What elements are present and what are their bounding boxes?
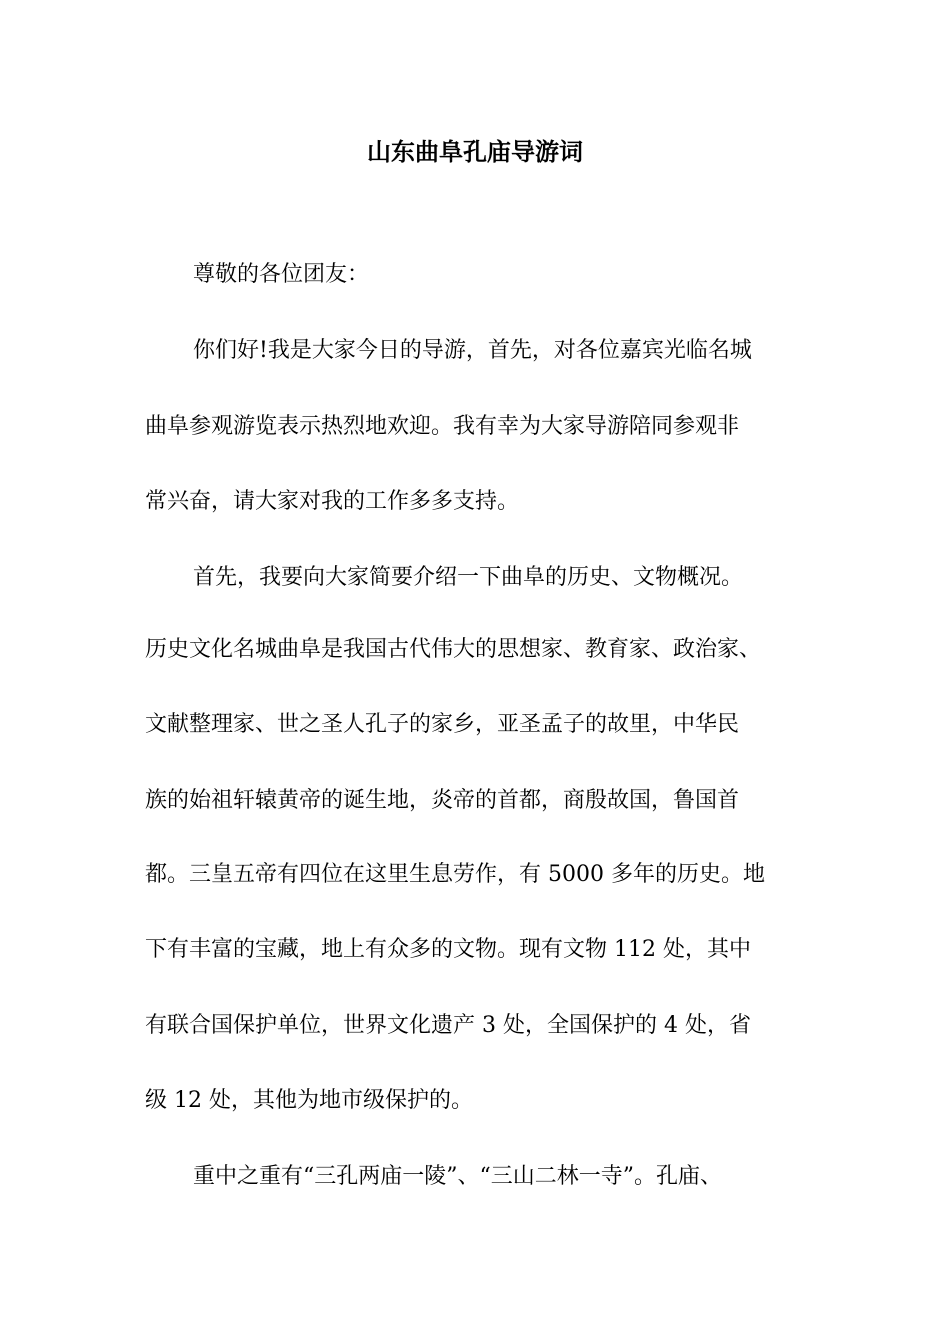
paragraph-line: 首先，我要向大家简要介绍一下曲阜的历史、文物概况。 — [193, 565, 744, 590]
paragraph-line: 有联合国保护单位，世界文化遗产 3 处，全国保护的 4 处，省 — [145, 1013, 751, 1038]
paragraph-line: 都。三皇五帝有四位在这里生息劳作，有 5000 多年的历史。地 — [145, 862, 765, 887]
paragraph-line: 级 12 处，其他为地市级保护的。 — [145, 1088, 473, 1113]
paragraph-line: 曲阜参观游览表示热烈地欢迎。我有幸为大家导游陪同参观非 — [145, 414, 740, 439]
document-title: 山东曲阜孔庙导游词 — [367, 137, 583, 166]
paragraph-line: 历史文化名城曲阜是我国古代伟大的思想家、教育家、政治家、 — [145, 637, 762, 662]
paragraph-line: 常兴奋，请大家对我的工作多多支持。 — [145, 489, 520, 514]
paragraph-line: 文献整理家、世之圣人孔子的家乡，亚圣孟子的故里，中华民 — [145, 712, 740, 737]
paragraph-line: 族的始祖轩辕黄帝的诞生地，炎帝的首都，商殷故国，鲁国首 — [145, 788, 740, 813]
paragraph-line: 下有丰富的宝藏，地上有众多的文物。现有文物 112 处，其中 — [145, 937, 751, 962]
paragraph-line: 重中之重有“三孔两庙一陵”、“三山二林一寺”。孔庙、 — [193, 1164, 722, 1189]
paragraph-line: 你们好!我是大家今日的导游，首先，对各位嘉宾光临名城 — [193, 338, 752, 363]
paragraph-greeting: 尊敬的各位团友： — [193, 262, 370, 287]
